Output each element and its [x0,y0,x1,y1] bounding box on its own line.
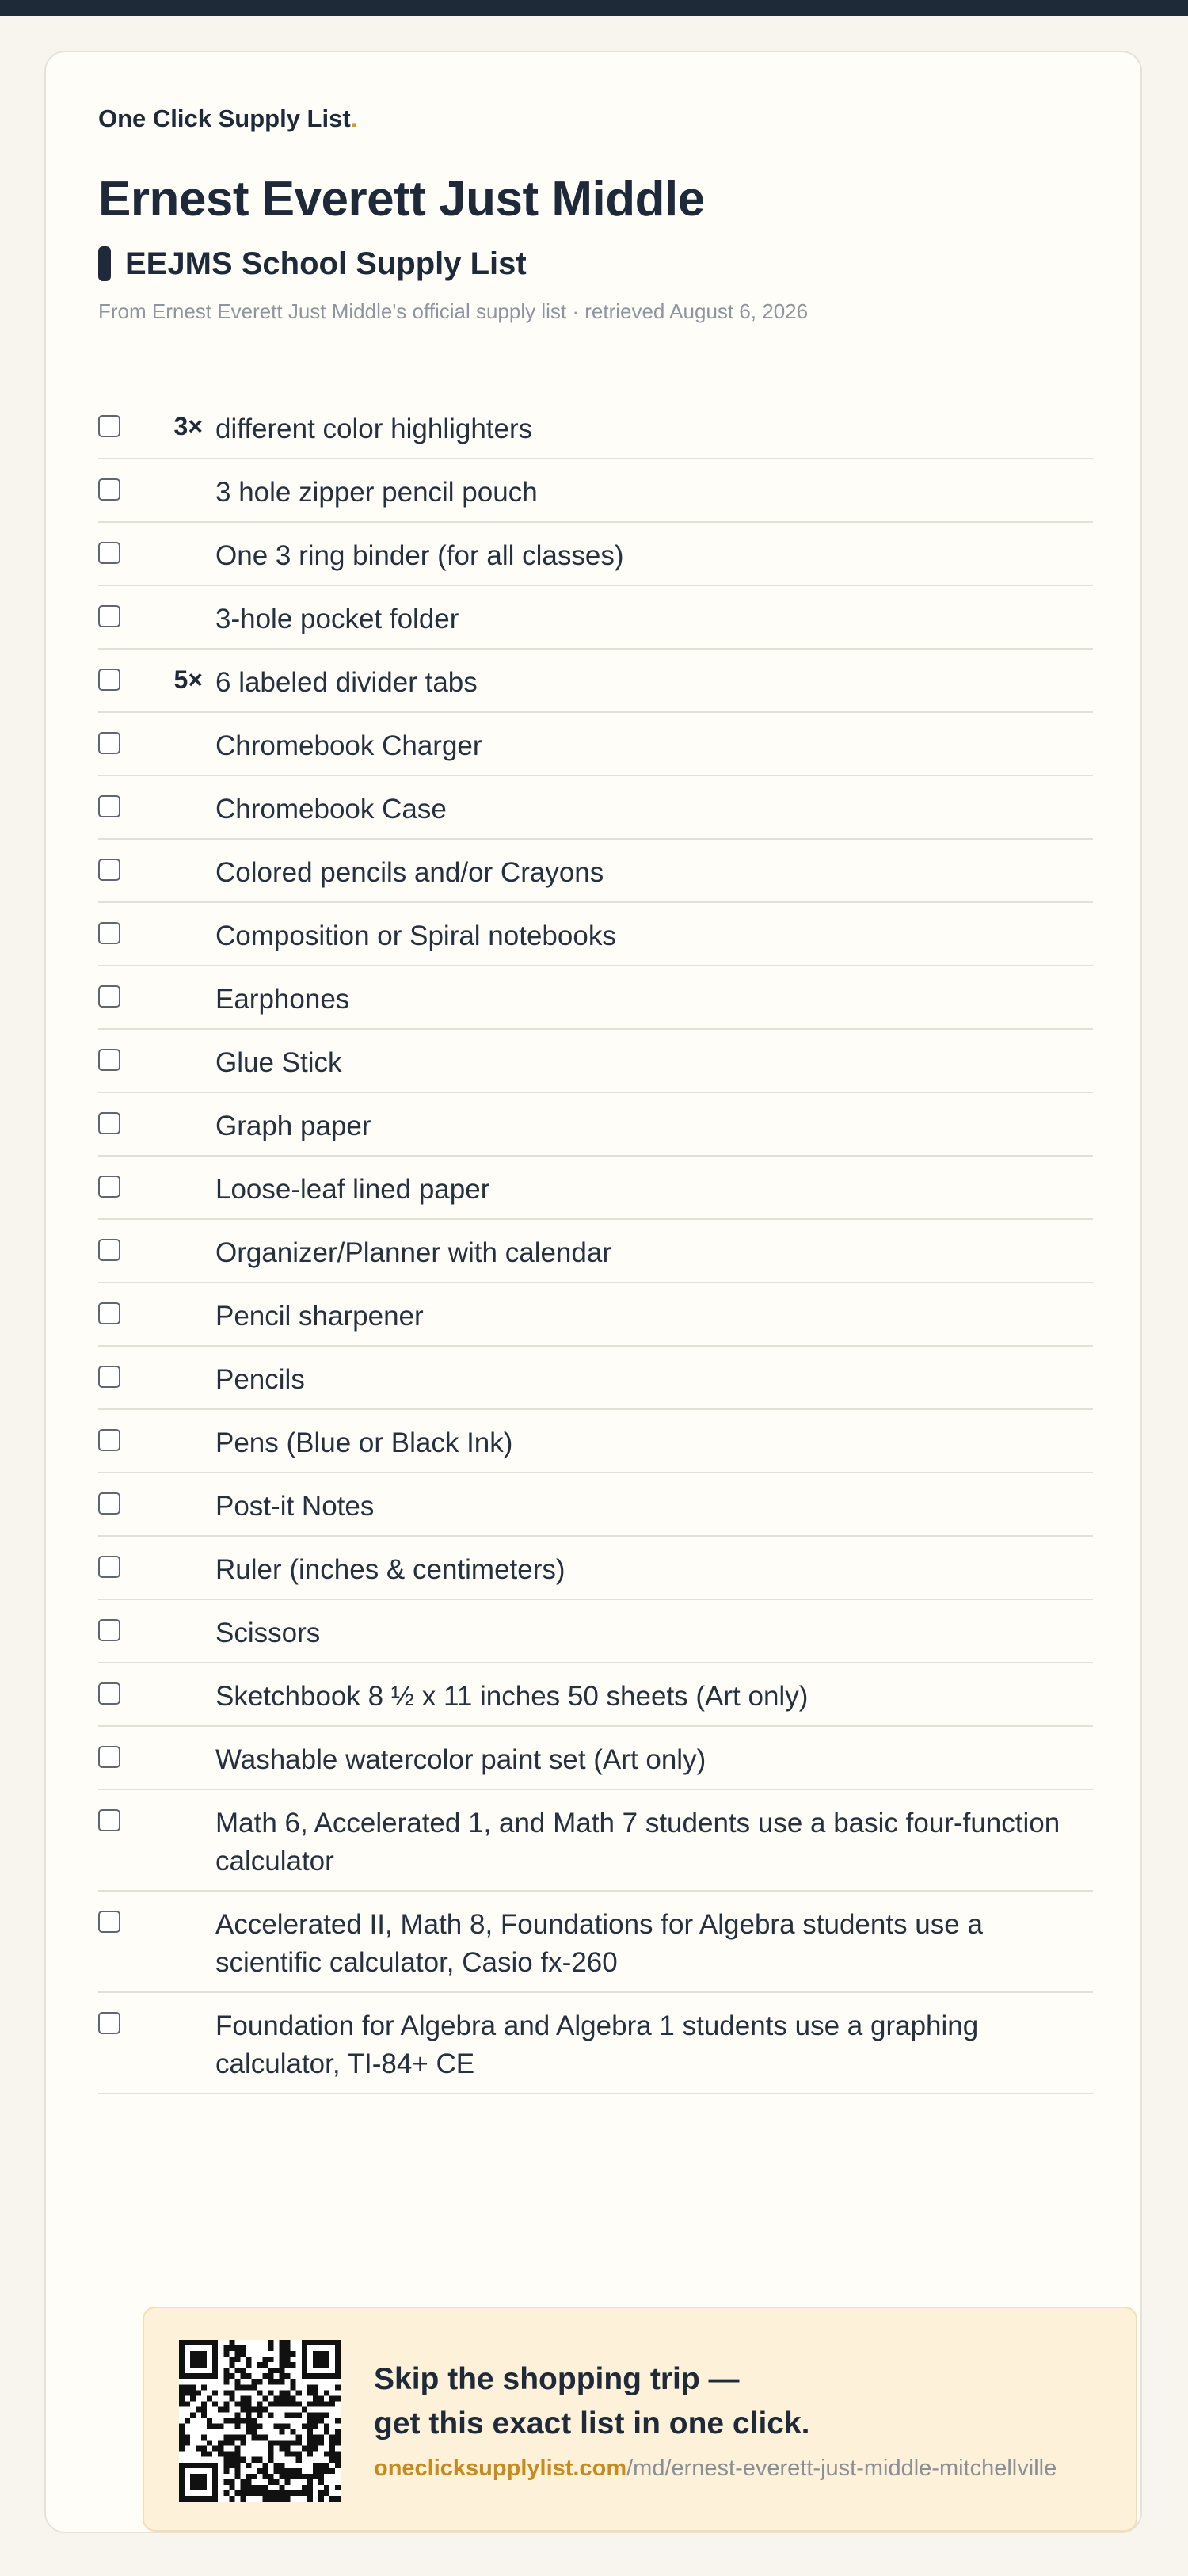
list-title: EEJMS School Supply List [125,246,527,281]
item-checkbox[interactable] [98,732,120,754]
item-checkbox[interactable] [98,605,120,627]
list-item[interactable] [98,713,1093,776]
list-item[interactable] [98,1727,1093,1790]
item-checkbox[interactable] [98,1112,120,1134]
promo-url-path: /md/ernest-everett-just-middle-mitchellville [626,2456,1057,2481]
item-text: Graph paper [215,1111,371,1141]
item-checkbox[interactable] [98,859,120,881]
item-checkbox[interactable] [98,1492,120,1515]
item-text: Composition or Spiral notebooks [215,920,616,951]
item-checkbox[interactable] [98,1239,120,1261]
item-text: Pencil sharpener [215,1301,424,1332]
item-checkbox[interactable] [98,1619,120,1641]
item-text: Loose-leaf lined paper [215,1174,490,1205]
list-item[interactable] [98,586,1093,650]
item-text: 3-hole pocket folder [215,604,459,634]
item-text: Washable watercolor paint set (Art only) [215,1744,706,1775]
list-item[interactable] [98,1093,1093,1157]
list-item[interactable] [98,1220,1093,1283]
item-text: Math 6, Accelerated 1, and Math 7 students use a basic four-function calculator [215,1808,1060,1877]
item-text: Ruler (inches & centimeters) [215,1554,565,1585]
list-item[interactable] [98,1993,1093,2094]
list-item[interactable] [98,1892,1093,1993]
item-checkbox[interactable] [98,542,120,564]
item-text: Colored pencils and/or Crayons [215,857,604,888]
item-checkbox[interactable] [98,1682,120,1705]
item-checkbox[interactable] [98,795,120,817]
item-checkbox[interactable] [98,985,120,1008]
item-text: Post-it Notes [215,1491,375,1522]
promo-link[interactable] [374,2456,1057,2482]
list-item[interactable] [98,1663,1093,1727]
supply-items-list [98,396,1093,2094]
item-text: Pens (Blue or Black Ink) [215,1427,513,1458]
promo-banner[interactable] [143,2307,1137,2532]
item-text: Chromebook Charger [215,730,482,761]
list-item[interactable] [98,396,1093,459]
list-item[interactable] [98,1283,1093,1347]
item-checkbox[interactable] [98,1176,120,1198]
item-text: Scissors [215,1618,321,1648]
list-item[interactable] [98,650,1093,713]
list-item[interactable] [98,1790,1093,1892]
list-item[interactable] [98,1157,1093,1220]
title-accent-bar [98,246,111,281]
item-checkbox[interactable] [98,922,120,944]
list-item[interactable] [98,1030,1093,1093]
qr-code-icon[interactable] [179,2340,341,2502]
list-item[interactable] [98,1473,1093,1537]
item-quantity: 3× [173,412,203,440]
list-item[interactable] [98,840,1093,903]
promo-headline [374,2357,1118,2446]
item-text: Organizer/Planner with calendar [215,1237,611,1268]
list-item[interactable] [98,903,1093,966]
supply-list-card [44,51,1142,2533]
promo-url-domain: oneclicksupplylist.com [374,2456,627,2481]
item-checkbox[interactable] [98,1429,120,1451]
item-checkbox[interactable] [98,1049,120,1071]
top-bar [0,0,1188,16]
list-item[interactable] [98,966,1093,1030]
promo-headline-line2: get this exact list in one click. [374,2406,810,2441]
item-text: different color highlighters [215,413,533,444]
school-name: Ernest Everett Just Middle [98,172,705,227]
item-text: 3 hole zipper pencil pouch [215,477,538,508]
brand-logo[interactable] [98,105,357,133]
item-checkbox[interactable] [98,1556,120,1578]
list-item[interactable] [98,776,1093,840]
item-quantity: 5× [173,665,203,694]
list-item[interactable] [98,1537,1093,1600]
item-checkbox[interactable] [98,1302,120,1324]
list-item[interactable] [98,1347,1093,1410]
item-checkbox[interactable] [98,478,120,501]
item-text: One 3 ring binder (for all classes) [215,540,624,571]
list-item[interactable] [98,1410,1093,1473]
item-text: Chromebook Case [215,794,447,825]
item-text: Sketchbook 8 ½ x 11 inches 50 sheets (Art only) [215,1681,809,1712]
promo-headline-line1: Skip the shopping trip — [374,2362,740,2396]
item-text: Glue Stick [215,1047,342,1078]
list-item[interactable] [98,523,1093,586]
list-title-row [98,246,527,282]
item-checkbox[interactable] [98,669,120,691]
item-text: Accelerated II, Math 8, Foundations for Algebra students use a scientific calculator, Casio fx-260 [215,1909,983,1978]
item-text: Pencils [215,1364,305,1395]
item-checkbox[interactable] [98,415,120,437]
brand-dot: . [350,105,358,132]
item-text: Earphones [215,984,350,1015]
item-text: Foundation for Algebra and Algebra 1 students use a graphing calculator, TI-84+ CE [215,2010,979,2079]
item-text: 6 labeled divider tabs [215,667,478,698]
item-checkbox[interactable] [98,1746,120,1768]
list-item[interactable] [98,459,1093,523]
item-checkbox[interactable] [98,1911,120,1933]
item-checkbox[interactable] [98,1809,120,1831]
item-checkbox[interactable] [98,1366,120,1388]
list-item[interactable] [98,1600,1093,1663]
item-checkbox[interactable] [98,2012,120,2034]
source-note: From Ernest Everett Just Middle's official supply list · retrieved August 6, 2026 [98,299,809,323]
brand-name: One Click Supply List [98,105,351,132]
